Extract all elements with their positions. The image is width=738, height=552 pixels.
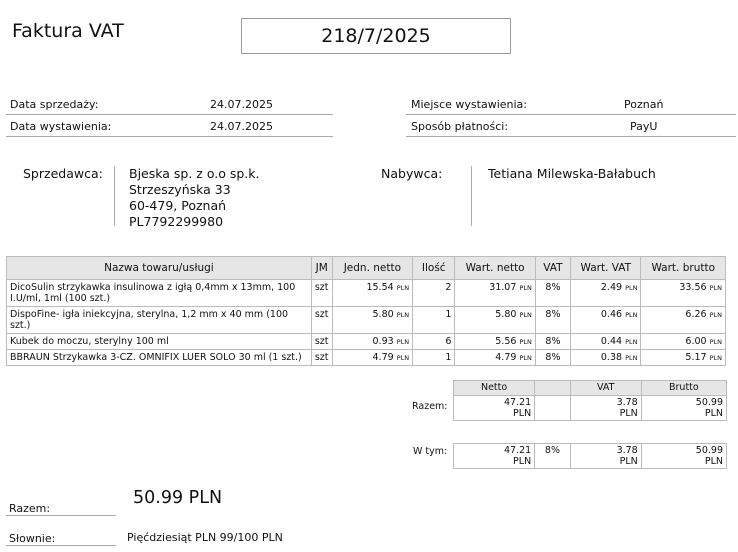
column-header: Nazwa towaru/usługi: [7, 257, 312, 280]
table-row: [7, 280, 726, 307]
summary-wtym-row: [454, 444, 727, 469]
summary-header-gross: Brutto: [641, 381, 726, 396]
seller-label: Sprzedawca:: [23, 166, 103, 181]
wtym-net: 47.21 PLN: [454, 444, 535, 469]
item-name: DicoSulin strzykawka insulinowa z igłą 0,4mm x 13mm, 100 I.U/ml, 1ml (100 szt.): [7, 280, 312, 307]
summary-wtym-label: W tym:: [413, 446, 448, 457]
summary-razem-row: [454, 396, 727, 421]
sale-date: 24.07.2025: [210, 98, 273, 111]
seller-nip: PL7792299980: [129, 214, 224, 229]
item-unit-net: 0.93 PLN: [332, 334, 412, 350]
razem-gross: 50.99 PLN: [641, 396, 726, 421]
item-vat-rate: 8%: [535, 280, 570, 307]
item-gross: 6.26 PLN: [641, 307, 726, 334]
item-vat-value: 0.38 PLN: [571, 350, 641, 366]
razem-net: 47.21 PLN: [454, 396, 535, 421]
item-vat-value: 0.44 PLN: [571, 334, 641, 350]
place-label: Miejsce wystawienia:: [411, 98, 527, 111]
divider: [114, 166, 115, 226]
item-unit: szt: [311, 350, 332, 366]
item-unit-net: 4.79 PLN: [332, 350, 412, 366]
item-qty: 1: [413, 307, 455, 334]
divider: [406, 136, 736, 137]
item-gross: 33.56 PLN: [641, 280, 726, 307]
item-unit: szt: [311, 307, 332, 334]
item-net: 31.07 PLN: [455, 280, 535, 307]
issue-date: 24.07.2025: [210, 120, 273, 133]
summary-header-row: [454, 381, 727, 396]
item-vat-rate: 8%: [535, 350, 570, 366]
document-title: Faktura VAT: [12, 20, 124, 42]
summary-table: [453, 380, 727, 421]
total-label: Razem:: [9, 502, 51, 515]
column-header: Wart. VAT: [571, 257, 641, 280]
table-row: [7, 334, 726, 350]
payment-label: Sposób płatności:: [411, 120, 509, 133]
place: Poznań: [624, 98, 664, 111]
divider: [6, 136, 333, 137]
divider: [6, 545, 116, 546]
column-header: Wart. brutto: [641, 257, 726, 280]
item-name: BBRAUN Strzykawka 3-CZ. OMNIFIX LUER SOLO 30 ml (1 szt.): [7, 350, 312, 366]
wtym-vat: 3.78 PLN: [570, 444, 641, 469]
razem-rate: [535, 396, 571, 421]
buyer-label: Nabywca:: [381, 166, 443, 181]
seller-street: Strzeszyńska 33: [129, 182, 231, 197]
razem-vat: 3.78 PLN: [570, 396, 641, 421]
summary-header-net: Netto: [454, 381, 535, 396]
payment-method: PayU: [630, 120, 658, 133]
column-header: Wart. netto: [455, 257, 535, 280]
column-header: Ilość: [413, 257, 455, 280]
table-row: [7, 350, 726, 366]
amount-in-words-label: Słownie:: [9, 532, 56, 545]
amount-in-words: Pięćdziesiąt PLN 99/100 PLN: [127, 531, 283, 544]
item-net: 4.79 PLN: [455, 350, 535, 366]
issue-date-label: Data wystawienia:: [10, 120, 112, 133]
buyer-name: Tetiana Milewska-Bałabuch: [488, 166, 656, 181]
item-unit-net: 15.54 PLN: [332, 280, 412, 307]
seller-details: [129, 166, 260, 230]
item-vat-value: 0.46 PLN: [571, 307, 641, 334]
divider: [6, 515, 116, 516]
column-header: VAT: [535, 257, 570, 280]
invoice-number: 218/7/2025: [241, 18, 511, 54]
summary-header-vat: VAT: [570, 381, 641, 396]
item-net: 5.80 PLN: [455, 307, 535, 334]
item-gross: 6.00 PLN: [641, 334, 726, 350]
item-qty: 6: [413, 334, 455, 350]
item-unit-net: 5.80 PLN: [332, 307, 412, 334]
seller-city: 60-479, Poznań: [129, 198, 227, 213]
wtym-rate: 8%: [535, 444, 571, 469]
item-net: 5.56 PLN: [455, 334, 535, 350]
item-vat-rate: 8%: [535, 307, 570, 334]
seller-name: Bjeska sp. z o.o sp.k.: [129, 166, 260, 181]
item-vat-rate: 8%: [535, 334, 570, 350]
divider: [6, 114, 333, 115]
item-qty: 2: [413, 280, 455, 307]
summary-razem-label: Razem:: [412, 401, 448, 412]
item-qty: 1: [413, 350, 455, 366]
item-gross: 5.17 PLN: [641, 350, 726, 366]
item-vat-value: 2.49 PLN: [571, 280, 641, 307]
item-unit: szt: [311, 280, 332, 307]
column-header: JM: [311, 257, 332, 280]
wtym-gross: 50.99 PLN: [641, 444, 726, 469]
item-unit: szt: [311, 334, 332, 350]
summary-breakdown-table: [453, 443, 727, 469]
divider: [406, 114, 736, 115]
summary-header-empty: [535, 381, 571, 396]
items-table: [6, 256, 726, 366]
item-name: DispoFine- igła iniekcyjna, sterylna, 1,2 mm x 40 mm (100 szt.): [7, 307, 312, 334]
total-amount: 50.99 PLN: [133, 488, 223, 508]
item-name: Kubek do moczu, sterylny 100 ml: [7, 334, 312, 350]
table-row: [7, 307, 726, 334]
column-header: Jedn. netto: [332, 257, 412, 280]
sale-date-label: Data sprzedaży:: [10, 98, 99, 111]
divider: [471, 166, 472, 226]
table-header-row: [7, 257, 726, 280]
